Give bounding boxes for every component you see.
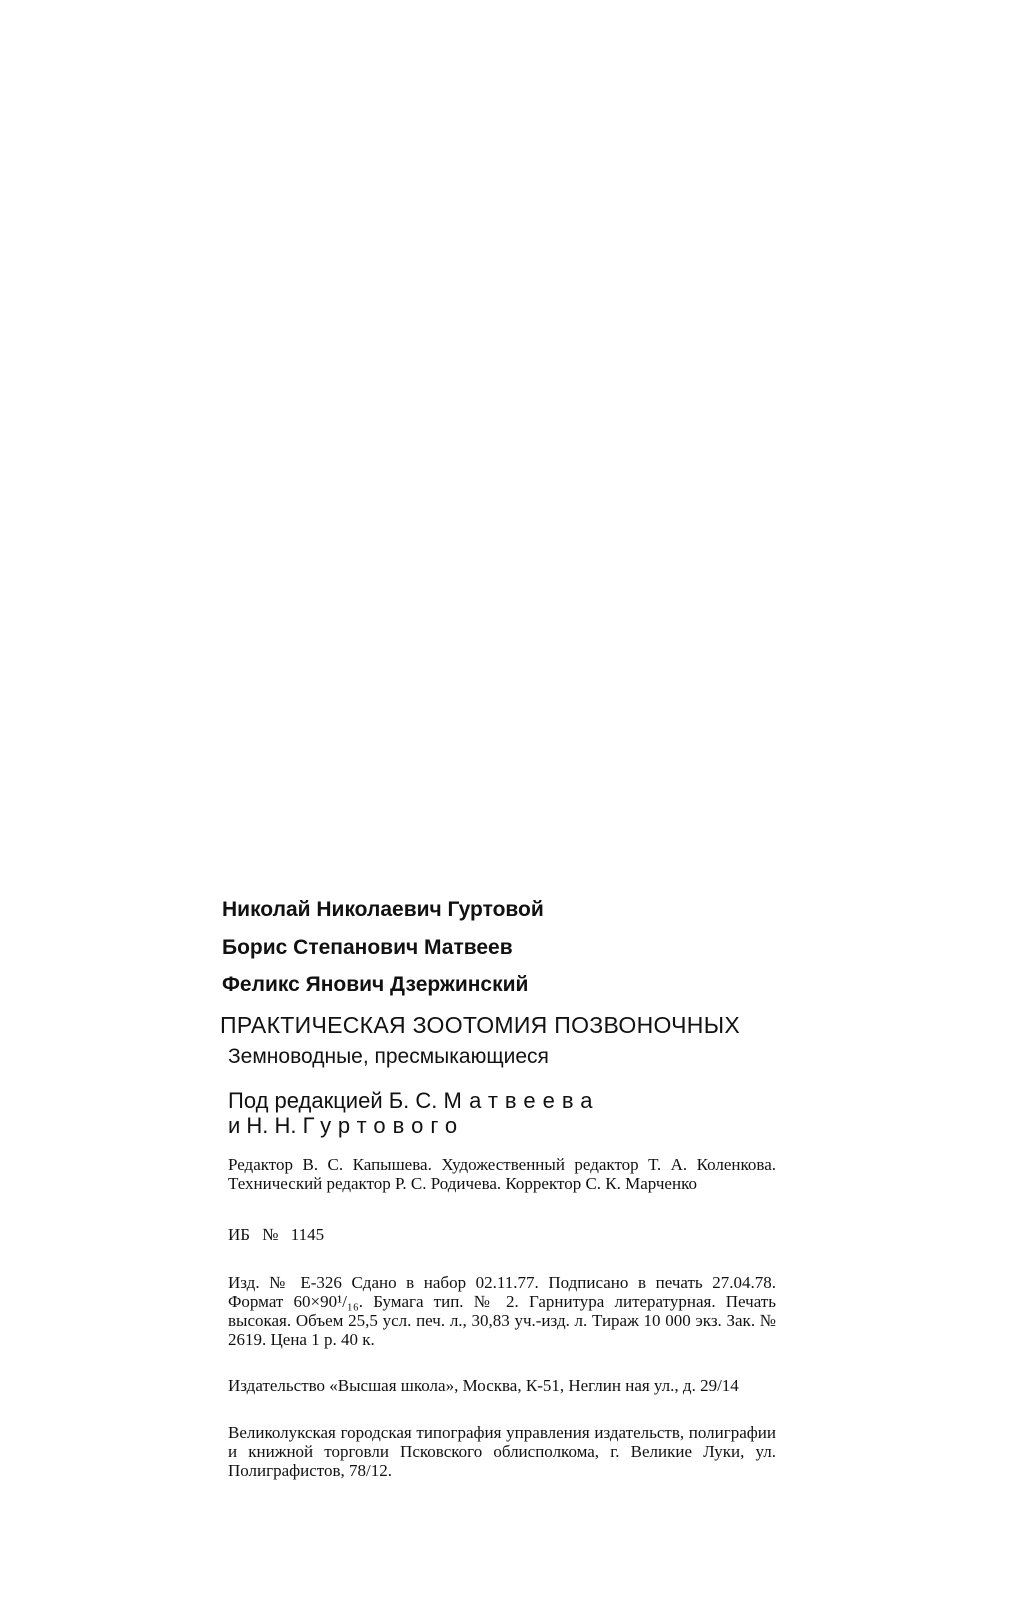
editor-name-1: Матвеева [443,1088,600,1113]
edited-by-prefix: Под редакцией Б. С. [228,1088,438,1113]
author-1: Николай Николаевич Гуртовой [222,898,544,921]
author-3: Феликс Янович Дзержинский [222,973,529,996]
print-details: Изд. № Е-326 Сдано в набор 02.11.77. Подписано в печать 27.04.78. Формат 60×90¹/₁₆. Бумага тип. № 2. Гарнитура литературная. Печать высокая. Объем 25,5 усл. печ. л., 30,83 уч.-изд. л. Тираж 10 000 экз. Зак. № 2619. Цена 1 р. 40 к. [228,1273,776,1349]
printer-info: Великолукская городская типография управления издательств, полиграфии и книжной торговли Псковского облисполкома, г. Великие Луки, ул. Полиграфистов, 78/12. [228,1423,776,1480]
author-2: Борис Степанович Матвеев [222,936,513,959]
book-title: ПРАКТИЧЕСКАЯ ЗООТОМИЯ ПОЗВОНОЧНЫХ [220,1012,740,1038]
book-subtitle: Земноводные, пресмыкающиеся [228,1045,549,1068]
publisher-info: Издательство «Высшая школа», Москва, К-51, Неглин ная ул., д. 29/14 [228,1376,739,1395]
edited-by-line-1 [228,1088,600,1113]
staff-credits: Редактор В. С. Капышева. Художественный редактор Т. А. Коленкова. Технический редактор Р. С. Родичева. Корректор С. К. Марченко [228,1155,776,1193]
ib-number: ИБ № 1145 [228,1225,325,1244]
edited-by [228,1088,600,1138]
edited-by-conj: и Н. Н. [228,1113,297,1138]
edited-by-line-2 [228,1113,600,1138]
editor-name-2: Гуртового [302,1113,465,1138]
